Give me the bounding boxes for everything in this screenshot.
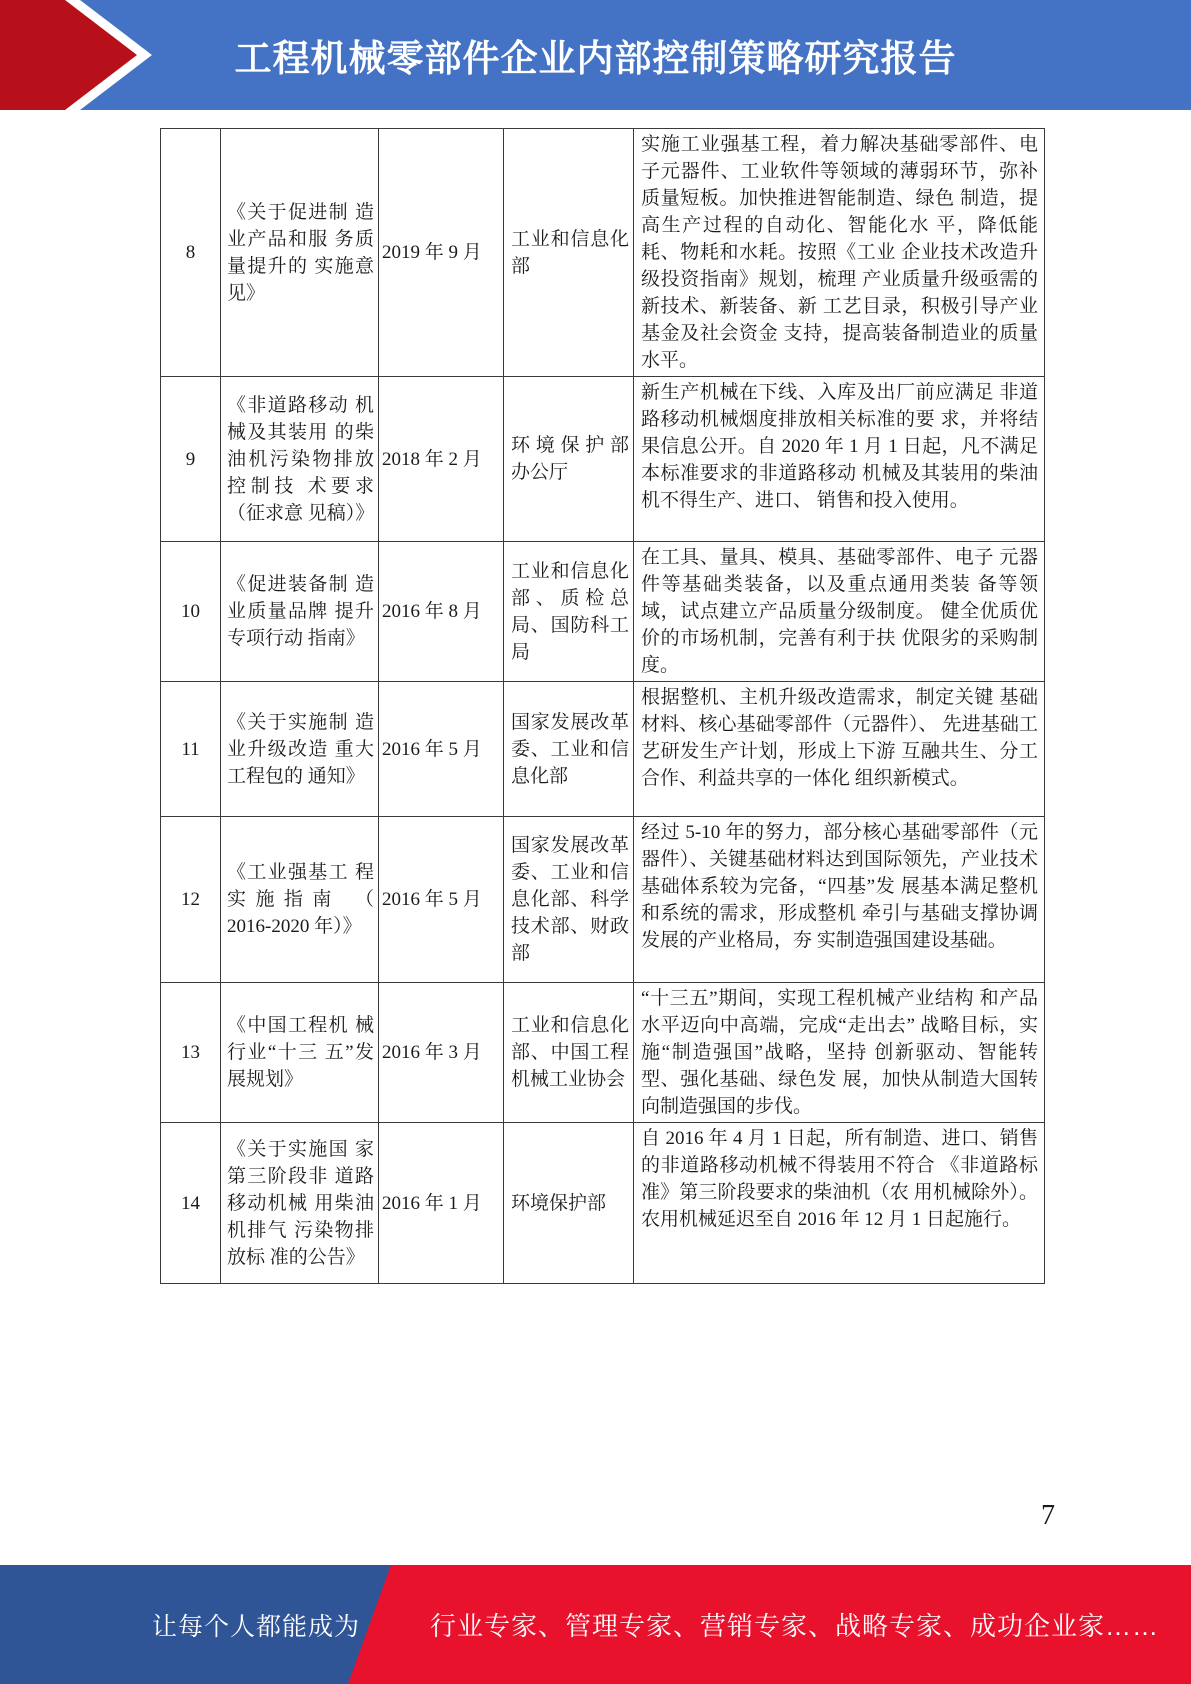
page-number: 7 [1041, 1500, 1055, 1531]
cell-description: “十三五”期间，实现工程机械产业结构 和产品水平迈向中高端，完成“走出去” 战略目标，实施“制造强国”战略，坚持 创新驱动、智能转型、强化基础、绿色发 展，加快从制造大国转向制造强国的步伐。 [634, 983, 1045, 1123]
footer-right-text: 行业专家、管理专家、营销专家、战略专家、成功企业家…… [430, 1611, 1160, 1641]
header-banner [0, 0, 1191, 110]
cell-policy-name: 《中国工程机 械行业“十三 五”发展规划》 [221, 983, 379, 1123]
table-row [161, 377, 1045, 542]
cell-policy-name: 《关于实施国 家第三阶段非 道路移动机械 用柴油机排气 污染物排放标 准的公告》 [221, 1123, 379, 1284]
cell-policy-name: 《非道路移动 机械及其装用 的柴油机污染物排放控制技 术要求 （征求意 见稿）》 [221, 377, 379, 542]
cell-description: 新生产机械在下线、入库及出厂前应满足 非道路移动机械烟度排放相关标准的要 求，并将结果信息公开。自 2020 年 1 月 1 日起，凡不满足本标准要求的非道路移动 机械及其装用的柴油机不得生产、进口、 销售和投入使用。 [634, 377, 1045, 542]
page-title: 工程机械零部件企业内部控制策略研究报告 [234, 38, 957, 79]
table-row [161, 983, 1045, 1123]
cell-index: 9 [161, 377, 221, 542]
table-row [161, 129, 1045, 377]
cell-department: 工业和信息化部、质检总局、国防科工局 [504, 542, 634, 682]
table-row [161, 542, 1045, 682]
table-row [161, 817, 1045, 983]
cell-description: 实施工业强基工程，着力解决基础零部件、电子元器件、工业软件等领域的薄弱环节，弥补质量短板。加快推进智能制造、绿色 制造，提高生产过程的自动化、智能化水 平，降低能耗、物耗和水耗。按照《工业 企业技术改造升级投资指南》规划，梳理 产业质量升级亟需的新技术、新装备、新 工艺目录，积极引导产业基金及社会资金 支持，提高装备制造业的质量水平。 [634, 129, 1045, 377]
cell-index: 11 [161, 682, 221, 817]
footer [0, 1565, 1191, 1684]
cell-department: 环境保护部 办公厅 [504, 377, 634, 542]
footer-left-text: 让每个人都能成为 [151, 1612, 360, 1641]
cell-date: 2019 年 9 月 [379, 129, 504, 377]
cell-department: 环境保护部 [504, 1123, 634, 1284]
cell-department: 工业和信息化部 [504, 129, 634, 377]
policy-table [160, 128, 1045, 1284]
cell-date: 2016 年 3 月 [379, 983, 504, 1123]
cell-date: 2016 年 1 月 [379, 1123, 504, 1284]
cell-date: 2016 年 5 月 [379, 817, 504, 983]
cell-index: 12 [161, 817, 221, 983]
cell-description: 在工具、量具、模具、基础零部件、电子 元器件等基础类装备，以及重点通用类装 备等领域，试点建立产品质量分级制度。 健全优质优价的市场机制，完善有利于扶 优限劣的采购制度。 [634, 542, 1045, 682]
cell-policy-name: 《关于实施制 造业升级改造 重大工程包的 通知》 [221, 682, 379, 817]
cell-policy-name: 《关于促进制 造业产品和服 务质量提升的 实施意见》 [221, 129, 379, 377]
cell-index: 13 [161, 983, 221, 1123]
cell-description: 经过 5-10 年的努力，部分核心基础零部件（元器件）、关键基础材料达到国际领先，产业技术基础体系较为完备，“四基”发 展基本满足整机和系统的需求，形成整机 牵引与基础支撑协调发展的产业格局，夯 实制造强国建设基础。 [634, 817, 1045, 983]
cell-policy-name: 《促进装备制 造业质量品牌 提升专项行动 指南》 [221, 542, 379, 682]
cell-date: 2016 年 8 月 [379, 542, 504, 682]
cell-index: 8 [161, 129, 221, 377]
cell-department: 国家发展改革委、工业和信息化部、科学技术部、财政部 [504, 817, 634, 983]
cell-department: 国家发展改革委、工业和信息化部 [504, 682, 634, 817]
cell-date: 2016 年 5 月 [379, 682, 504, 817]
table-row [161, 682, 1045, 817]
table-row [161, 1123, 1045, 1284]
cell-index: 10 [161, 542, 221, 682]
cell-description: 自 2016 年 4 月 1 日起，所有制造、进口、销售的非道路移动机械不得装用不符合 《非道路标准》第三阶段要求的柴油机（农 用机械除外）。农用机械延迟至自 2016 年 12 月 1 日起施行。 [634, 1123, 1045, 1284]
cell-date: 2018 年 2 月 [379, 377, 504, 542]
cell-description: 根据整机、主机升级改造需求，制定关键 基础材料、核心基础零部件（元器件）、 先进基础工艺研发生产计划，形成上下游 互融共生、分工合作、利益共享的一体化 组织新模式。 [634, 682, 1045, 817]
cell-policy-name: 《工业强基工 程实施指南 （ 2016-2020 年）》 [221, 817, 379, 983]
cell-index: 14 [161, 1123, 221, 1284]
cell-department: 工业和信息化部、中国工程机械工业协会 [504, 983, 634, 1123]
